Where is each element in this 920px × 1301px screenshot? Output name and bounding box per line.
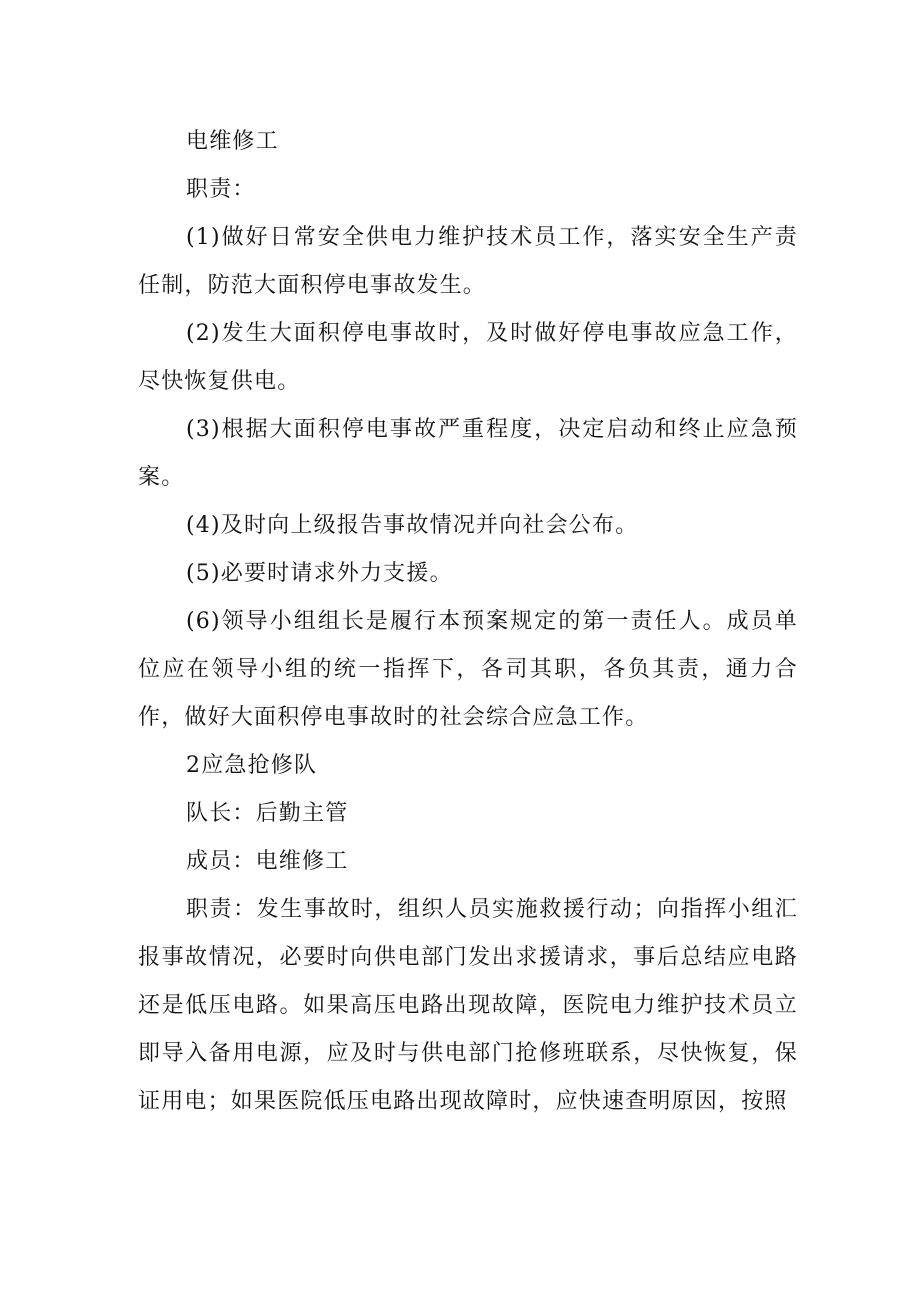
section-heading-electrician: 电维修工 xyxy=(186,129,279,154)
duty-item-3: (3)根据大面积停电事故严重程度，决定启动和终止应急预案。 xyxy=(138,417,798,490)
duty-item-2: (2)发生大面积停电事故时，及时做好停电事故应急工作，尽快恢复供电。 xyxy=(138,321,798,394)
duty-item-5: (5)必要时请求外力支援。 xyxy=(186,561,453,586)
team-members: 成员：电维修工 xyxy=(186,849,349,874)
duties-label: 职责： xyxy=(186,177,256,202)
section-heading-emergency-team: 2应急抢修队 xyxy=(186,753,318,778)
team-leader: 队长：后勤主管 xyxy=(186,801,349,826)
duty-item-6: (6)领导小组组长是履行本预案规定的第一责任人。成员单位应在领导小组的统一指挥下，各司其职，各负其责，通力合作，做好大面积停电事故时的社会综合应急工作。 xyxy=(138,609,798,730)
team-duties: 职责：发生事故时，组织人员实施救援行动；向指挥小组汇报事故情况，必要时向供电部门发出求援请求，事后总结应电路还是低压电路。如果高压电路出现故障，医院电力维护技术员立即导入备用电源，应及时与供电部门抢修班联系，尽快恢复，保证用电；如果医院低压电路出现故障时，应快速查明原因，按照 xyxy=(138,897,798,1114)
duty-item-4: (4)及时向上级报告事故情况并向社会公布。 xyxy=(186,513,639,538)
document-body xyxy=(138,118,798,1126)
duty-item-1: (1)做好日常安全供电力维护技术员工作，落实安全生产责任制，防范大面积停电事故发生。 xyxy=(138,225,798,298)
